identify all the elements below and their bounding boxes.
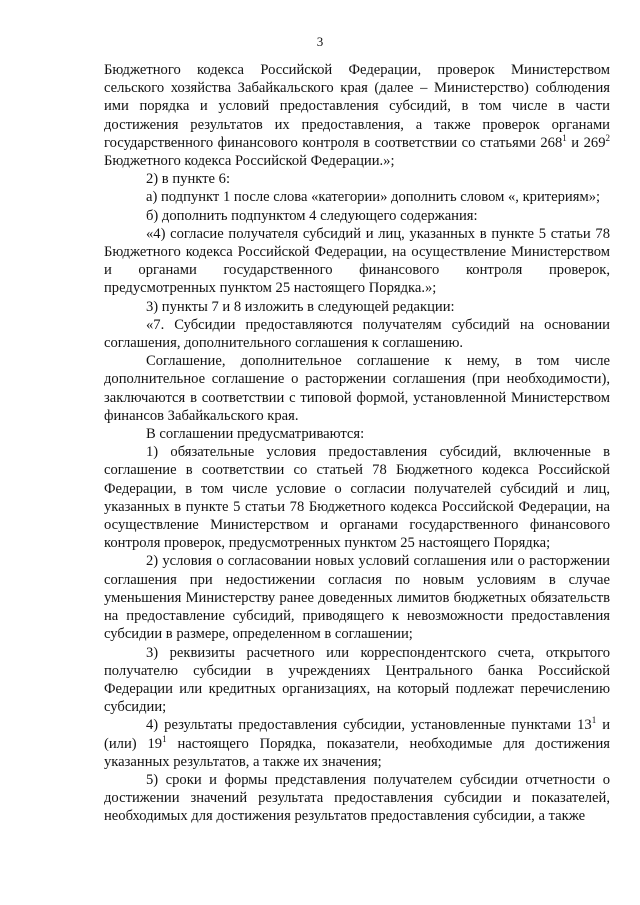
text-run: 3) пункты 7 и 8 изложить в следующей редакции: [146,298,455,315]
paragraph [104,771,610,826]
superscript: 2 [605,132,610,143]
text-run: В соглашении предусматриваются: [146,426,365,443]
paragraph [104,170,610,188]
text-run: Бюджетного кодекса Российской Федерации.»; [104,153,395,170]
paragraph [104,716,610,771]
text-run: настоящего Порядка, показатели, необходимые для достижения указанных результатов, а также их значения; [104,735,610,770]
paragraph [104,352,610,425]
paragraph [104,316,610,352]
document-body [104,61,610,826]
text-run: а) подпункт 1 после слова «категории» дополнить словом «, критериям»; [146,189,601,206]
text-run: 5) сроки и формы представления получателем субсидии отчетности о достижении значений результата предоставления субсидии и показателей, необходимых для достижения результатов предоставления субсидии, а также [104,771,610,825]
text-run: 1) обязательные условия предоставления субсидий, включенные в соглашение в соответствии со статьей 78 Бюджетного кодекса Российской Федерации, в том числе условие о согласии получателей субсидий и лиц, указанных в пункте 5 статьи 78 Бюджетного кодекса Российской Федерации, на осуществление Министерством и органами государственного финансового контроля проверок, предусмотренных пунктом 25 настоящего Порядка; [104,444,610,552]
text-run: Соглашение, дополнительное соглашение к нему, в том числе дополнительное соглашение о расторжении соглашения (при необходимости), заключаются в соответствии с типовой формой, установленной Министерством финансов Забайкальского края. [104,353,610,424]
text-run: 2) в пункте 6: [146,171,231,188]
paragraph [104,644,610,717]
paragraph [104,298,610,316]
paragraph [104,225,610,298]
text-run: 2) условия о согласовании новых условий соглашения или о расторжении соглашения при недостижении согласия по новым условиям в случае уменьшения Министерству ранее доведенных лимитов бюджетных обязательств на предоставление субсидий, приводящего к невозможности предоставления субсидии в размере, определенном в соглашении; [104,553,610,643]
paragraph [104,188,610,206]
text-run: «7. Субсидии предоставляются получателям субсидий на основании соглашения, дополнительного соглашения к соглашению. [104,316,610,352]
text-run: б) дополнить подпунктом 4 следующего содержания: [146,207,478,224]
text-run: и (или) 19 [104,717,610,752]
paragraph [104,443,610,552]
superscript: 1 [562,132,567,143]
superscript: 1 [591,715,597,726]
paragraph [104,425,610,443]
text-run: и 269 [566,134,606,151]
text-run: Бюджетного кодекса Российской Федерации, проверок Министерством сельского хозяйства Забайкальского края (далее – Министерство) соблюдения ими порядка и условий предоставления субсидий, в том числе в части достижения результатов их предоставления, а также проверок органами государственного финансового контроля в соответствии со статьями 268 [104,62,610,151]
paragraph [104,61,610,170]
text-run: 3) реквизиты расчетного или корреспондентского счета, открытого получателю субсидии в учреждениях Центрального банка Российской Федерации или кредитных организациях, на который подлежат перечислению субсидии; [104,644,610,716]
paragraph [104,552,610,643]
paragraph [104,207,610,225]
text-run: 4) результаты предоставления субсидии, установленные пунктами 13 [146,717,592,734]
page-number: 3 [316,34,324,49]
superscript: 1 [162,733,167,744]
text-run: «4) согласие получателя субсидий и лиц, указанных в пункте 5 статьи 78 Бюджетного кодекса Российской Федерации, на осуществление Министерством и органами государственного финансового контроля проверок, предусмотренных пунктом 25 настоящего Порядка.»; [104,225,610,297]
